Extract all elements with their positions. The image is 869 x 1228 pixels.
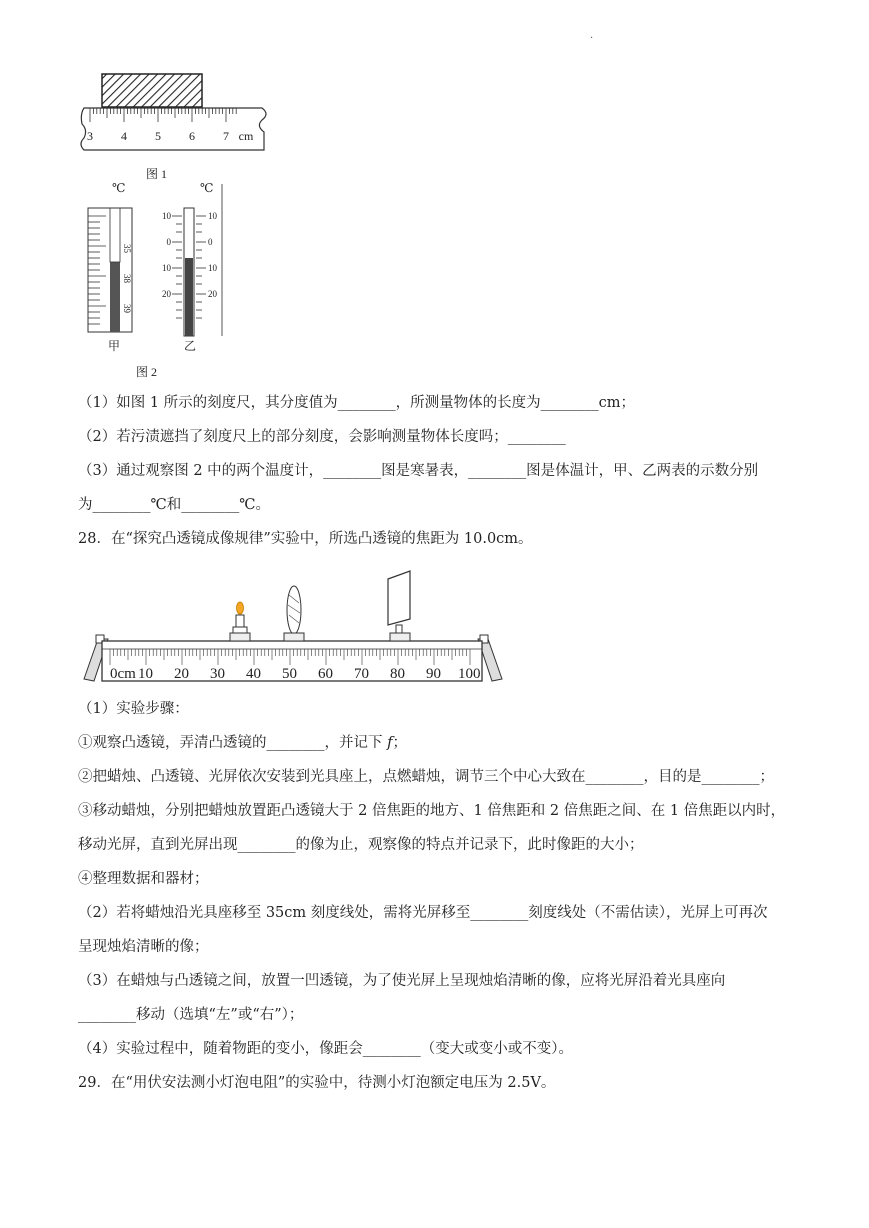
- bench-scale-label: 20: [174, 666, 189, 682]
- q28-part1-heading: （1）实验步骤：: [78, 701, 189, 717]
- convex-lens: [284, 586, 304, 641]
- yi-unit: ℃: [200, 181, 214, 195]
- yi-tick-label-right: 20: [208, 289, 217, 299]
- figure-1-ruler: [76, 70, 276, 185]
- yi-tick-label-right: 10: [208, 263, 217, 273]
- bench-scale-label: 50: [282, 666, 297, 682]
- bench-scale-label: 90: [426, 666, 441, 682]
- bench-scale-label: 100: [458, 666, 481, 682]
- yi-label: 乙: [184, 339, 197, 353]
- measured-block: [102, 74, 202, 107]
- q27-part2: （2）若污渍遮挡了刻度尺上的部分刻度，会影响测量物体长度吗；________: [78, 429, 566, 445]
- yi-tick-label-right: 0: [208, 237, 213, 247]
- q28-step3-continued: 移动光屏，直到光屏出现________的像为止，观察像的特点并记录下，此时像距的大小；: [78, 837, 644, 853]
- jia-mercury-column: [110, 262, 120, 332]
- page-dot: .: [590, 30, 594, 41]
- jia-tick-label: 38: [122, 274, 132, 283]
- q28-part3-continued: ________移动（选填“左”或“右”）；: [78, 1007, 304, 1023]
- bench-scale-label: 70: [354, 666, 369, 682]
- figure-2-caption: 图 2: [136, 365, 158, 379]
- ruler-unit: cm: [238, 129, 254, 143]
- q27-part1: （1）如图 1 所示的刻度尺，其分度值为________，所测量物体的长度为________cm；: [78, 395, 636, 411]
- yi-liquid-column: [185, 258, 193, 336]
- q29-stem: 29．在“用伏安法测小灯泡电阻”的实验中，待测小灯泡额定电压为 2.5V。: [78, 1075, 556, 1091]
- bench-scale-label: 0cm: [110, 666, 136, 682]
- figure-1-caption: 图 1: [146, 167, 168, 181]
- optical-bench-figure: [80, 565, 510, 690]
- jia-tick-label: 39: [122, 304, 132, 313]
- jia-label: 甲: [108, 339, 121, 353]
- jia-unit: ℃: [112, 181, 126, 195]
- q28-step1-end: ；: [392, 735, 407, 751]
- q28-step1: [78, 733, 407, 753]
- ruler-tick-label: 4: [121, 129, 127, 143]
- light-screen: [388, 571, 410, 641]
- bench-scale-label: 10: [138, 666, 153, 682]
- q28-part2: （2）若将蜡烛沿光具座移至 35cm 刻度线处，需将光屏移至________刻度线处（不需估读），光屏上可再次: [78, 905, 768, 921]
- ruler-tick-label: 7: [223, 129, 229, 143]
- ruler-tick-label: 6: [189, 129, 195, 143]
- bench-scale-label: 60: [318, 666, 333, 682]
- bench-scale-label: 40: [246, 666, 261, 682]
- q28-part4: （4）实验过程中，随着物距的变小，像距会________（变大或变小或不变）。: [78, 1041, 573, 1057]
- ruler-tick-label: 5: [155, 129, 161, 143]
- q28-part2-continued: 呈现烛焰清晰的像；: [78, 939, 209, 955]
- bench-scale-label: 30: [210, 666, 225, 682]
- q27-part3-continued: 为________℃和________℃。: [78, 497, 270, 513]
- focal-length-symbol: f: [387, 735, 393, 751]
- q28-step2: ②把蜡烛、凸透镜、光屏依次安装到光具座上，点燃蜡烛，调节三个中心大致在________，目的是________；: [78, 769, 774, 785]
- bench-scale-label: 80: [390, 666, 405, 682]
- q28-step1-text: ①观察凸透镜，弄清凸透镜的________，并记下: [78, 735, 388, 751]
- q28-step4: ④整理数据和器材；: [78, 871, 209, 887]
- q27-part3: （3）通过观察图 2 中的两个温度计，________图是寒暑表，________图是体温计，甲、乙两表的示数分别: [78, 463, 759, 479]
- q28-stem: 28．在“探究凸透镜成像规律”实验中，所选凸透镜的焦距为 10.0cm。: [78, 531, 533, 547]
- q28-step3: ③移动蜡烛，分别把蜡烛放置距凸透镜大于 2 倍焦距的地方、1 倍焦距和 2 倍焦距之间、在 1 倍焦距以内时，: [78, 803, 786, 819]
- yi-tick-label-right: 10: [208, 211, 217, 221]
- yi-tick-label-left: 0: [166, 237, 171, 247]
- jia-tick-label: 35: [122, 244, 132, 253]
- yi-tick-label-left: 20: [162, 289, 171, 299]
- q28-part3: （3）在蜡烛与凸透镜之间，放置一凹透镜，为了使光屏上呈现烛焰清晰的像，应将光屏沿着光具座向: [78, 973, 726, 989]
- yi-tick-label-left: 10: [162, 211, 171, 221]
- candle: [230, 602, 250, 641]
- yi-tick-label-left: 10: [162, 263, 171, 273]
- figure-2-thermometers: [76, 178, 236, 383]
- ruler-tick-label: 3: [87, 129, 93, 143]
